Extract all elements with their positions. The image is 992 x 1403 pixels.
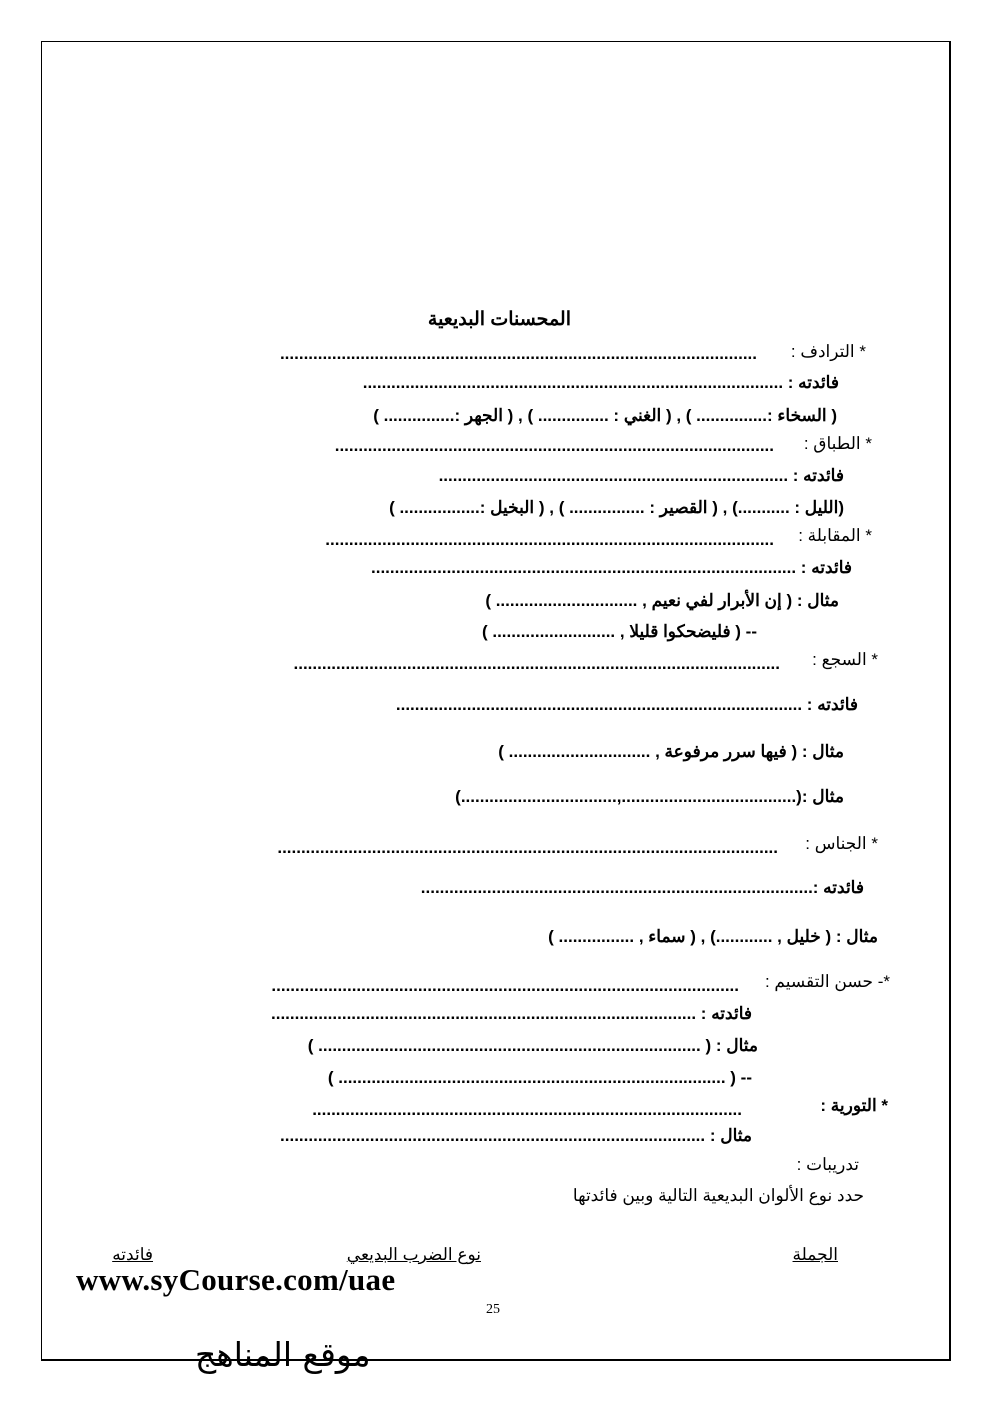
taqsim-blank: ................................................................................................... xyxy=(271,976,739,995)
muqabala-benefit: فائدته : .......................................................................................... xyxy=(371,558,852,577)
column-header-benefit: فائدته xyxy=(112,1245,153,1264)
muqabala-example-2: -- ( فليضحكوا قليلا , .......................... ) xyxy=(481,622,757,641)
tibaq-benefit: فائدته : .......................................................................... xyxy=(438,466,844,485)
taqsim-benefit: فائدته : .......................................................................................... xyxy=(271,1004,752,1023)
taraduf-label: * الترادف : xyxy=(790,342,866,361)
watermark-url: www.syCourse.com/uae xyxy=(76,1262,396,1297)
watermark-logo: موقع المناهج xyxy=(195,1335,371,1374)
saja-benefit: فائدته : ...................................................................................... xyxy=(395,695,858,714)
muqabala-example-1: مثال : ( إن الأبرار لفي نعيم , .............................. ) xyxy=(485,591,839,610)
tibaq-label: * الطباق : xyxy=(803,434,872,453)
taraduf-benefit: فائدته : ......................................................................................... xyxy=(362,373,839,392)
page-number: 25 xyxy=(486,1302,500,1317)
tawriya-blank: ........................................................................................... xyxy=(312,1100,742,1119)
page-title: المحسنات البديعية xyxy=(427,309,571,330)
taqsim-example-2: -- ( .................................................................................. ) xyxy=(327,1068,752,1087)
saja-blank: ....................................................................................................... xyxy=(293,654,780,673)
taqsim-label: *- حسن التقسيم : xyxy=(764,972,890,991)
muqabala-blank: ............................................................................................... xyxy=(325,530,774,549)
saja-label: * السجع : xyxy=(812,650,878,669)
tibaq-example: (الليل : ...........) , ( القصير : ................ ) , ( البخيل :................. ) xyxy=(389,498,844,517)
saja-example-1: مثال : ( فيها سرر مرفوعة , .............................. ) xyxy=(498,742,844,761)
tawriya-example: مثال : .......................................................................................... xyxy=(280,1126,752,1145)
taqsim-example-1: مثال : ( ................................................................................. ) xyxy=(307,1036,758,1055)
column-header-sentence: الجملة xyxy=(792,1245,838,1264)
column-header-type: نوع الضرب البديعي xyxy=(346,1245,481,1264)
tibaq-blank: ............................................................................................. xyxy=(334,436,774,455)
exercises-heading: تدريبات : xyxy=(796,1155,859,1174)
jinas-blank: .......................................................................................................... xyxy=(277,838,778,857)
tawriya-label: * التورية : xyxy=(820,1096,888,1115)
jinas-example: مثال : ( خليل , ............) , ( سماء , ................ ) xyxy=(548,927,878,946)
taraduf-blank: ..................................................................................................... xyxy=(279,344,757,363)
jinas-label: * الجناس : xyxy=(805,834,878,853)
saja-example-2: مثال :(.....................................,.................................) xyxy=(455,787,844,806)
exercise-instruction: حدد نوع الألوان البديعية التالية وبين فائدتها xyxy=(572,1186,864,1205)
muqabala-label: * المقابلة : xyxy=(798,526,872,545)
taraduf-example: ( السخاء :............... ) , ( الغني : ............... ) , ( الجهر :............... ) xyxy=(373,406,837,425)
jinas-benefit: فائدته :................................................................................... xyxy=(420,878,864,897)
